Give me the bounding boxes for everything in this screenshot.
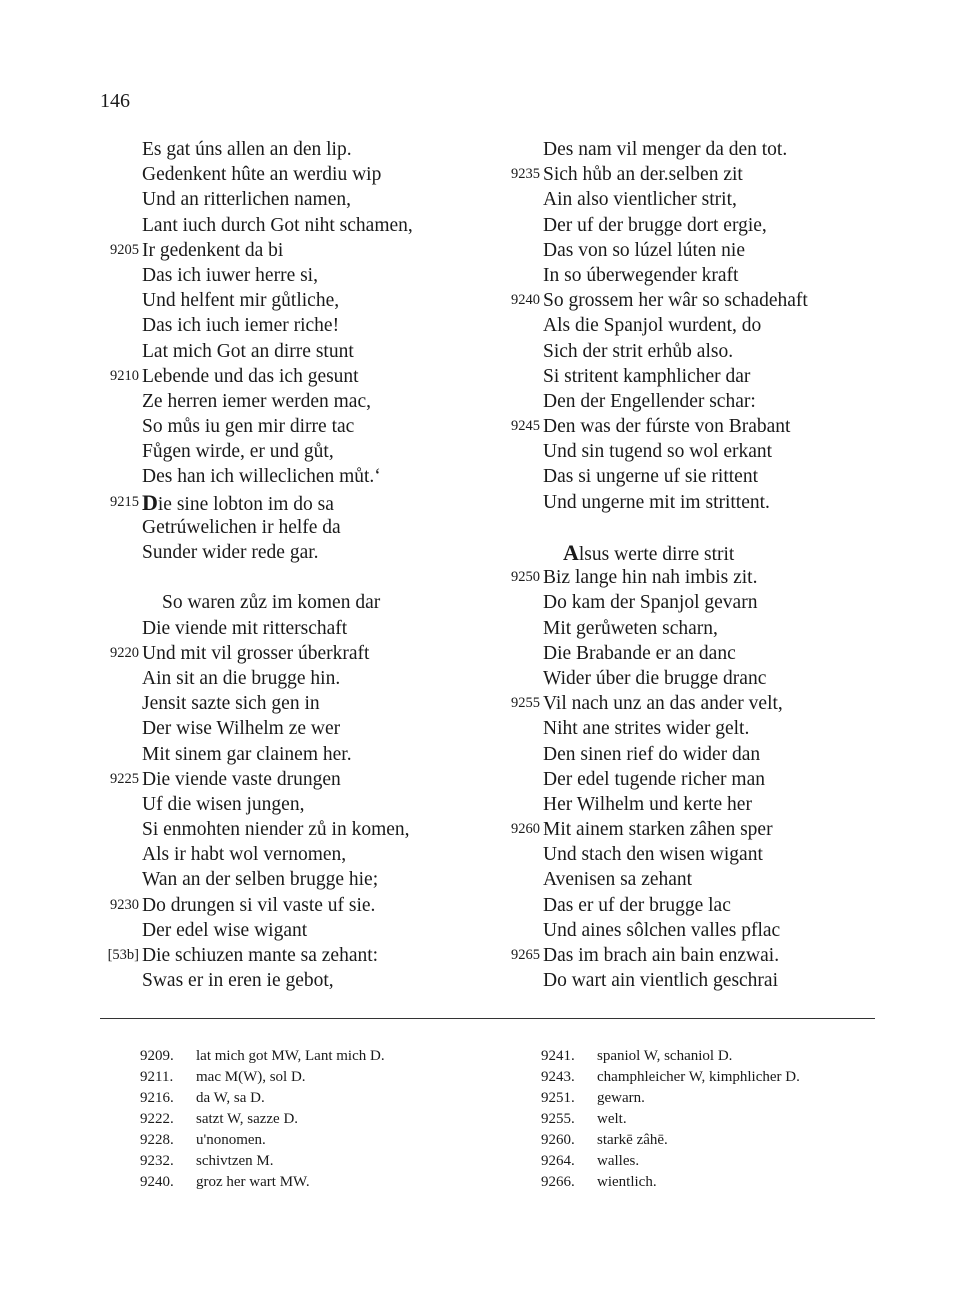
verse-text: Fůgen wirde, er und gůt, — [142, 441, 334, 463]
verse-text: Die viende vaste drungen — [142, 768, 341, 790]
verse-text: Lebende und das ich gesunt — [142, 365, 359, 387]
footnote-divider — [100, 1018, 875, 1019]
verse-line — [543, 767, 903, 792]
verse-text: Do drungen si vil vaste uf sie. — [142, 894, 376, 916]
verse-text: Mit gerůweten scharn, — [543, 617, 718, 639]
line-number: 9255 — [511, 695, 540, 712]
verse-line — [142, 616, 502, 641]
verse-text: lsus werte dirre strit — [578, 544, 735, 565]
verse-line — [142, 590, 502, 615]
verse-line — [142, 742, 502, 767]
verse-line — [142, 968, 502, 993]
verse-text: Und an ritterlichen namen, — [142, 189, 352, 211]
verse-line — [543, 842, 903, 867]
verse-line — [142, 842, 502, 867]
verse-line — [543, 968, 903, 993]
verse-text: Und helfent mir gůtliche, — [142, 290, 340, 312]
verse-text: Mit ainem starken zâhen sper — [543, 819, 773, 841]
line-number: 9260 — [511, 821, 540, 838]
footnote-number: 9222. — [140, 1111, 174, 1127]
verse-line — [511, 817, 903, 842]
verse-line — [142, 867, 502, 892]
verse-text: Gedenkent hûte an werdiu wip — [142, 164, 382, 186]
verse-text: In so úberwegender kraft — [543, 264, 739, 286]
verse-text: Lant iuch durch Got niht schamen, — [142, 214, 413, 236]
verse-line — [543, 540, 903, 565]
verse-text: So waren zůz im komen dar — [162, 592, 381, 614]
verse-line — [543, 590, 903, 615]
verse-text: Das im brach ain bain enzwai. — [543, 945, 780, 966]
verse-text: Und stach den wisen wigant — [543, 844, 763, 866]
line-number: 9235 — [511, 166, 540, 183]
footnote — [140, 1172, 385, 1193]
footnote — [541, 1151, 800, 1172]
verse-text: Es gat úns allen an den lip. — [142, 139, 352, 160]
line-number: 9215 — [110, 493, 139, 510]
footnote-number: 9241. — [541, 1048, 575, 1064]
footnote-number: 9243. — [541, 1069, 575, 1085]
verse-line — [142, 313, 502, 338]
verse-line — [107, 943, 502, 968]
footnote — [541, 1172, 800, 1193]
verse-text: So můs iu gen mir dirre tac — [142, 416, 355, 438]
verse-text: Den was der fúrste von Brabant — [543, 416, 791, 438]
footnote-number: 9211. — [140, 1069, 174, 1085]
verse-line — [142, 540, 502, 565]
verse-text: Das si ungerne uf sie rittent — [543, 466, 758, 488]
verse-line — [543, 893, 903, 918]
footnote-number: 9240. — [140, 1174, 174, 1190]
verse-text: Avenisen sa zehant — [543, 869, 693, 891]
footnote — [541, 1067, 800, 1088]
verse-line — [543, 515, 903, 540]
verse-text: Der edel wise wigant — [142, 919, 308, 941]
verse-line — [543, 490, 903, 515]
verse-text: Der edel tugende richer man — [543, 768, 765, 790]
verse-line — [142, 213, 502, 238]
verse-line — [142, 817, 502, 842]
verse-text: Uf die wisen jungen, — [142, 793, 305, 815]
footnotes-left — [140, 1046, 385, 1193]
verse-line — [142, 414, 502, 439]
verse-line — [142, 187, 502, 212]
footnote-text: mac M(W), sol D. — [196, 1069, 306, 1085]
verse-line — [110, 489, 502, 515]
verse-text: Mit sinem gar clainem her. — [142, 743, 352, 765]
footnote-number: 9260. — [541, 1132, 575, 1148]
footnote-text: lat mich got MW, Lant mich D. — [196, 1048, 385, 1064]
footnote-text: u'nonomen. — [196, 1132, 266, 1148]
verse-line — [110, 641, 502, 666]
verse-line — [110, 767, 502, 792]
drop-initial: D — [142, 489, 158, 515]
verse-line — [511, 943, 903, 968]
verse-line — [543, 792, 903, 817]
verse-text: Ain also vientlicher strit, — [543, 189, 737, 211]
verse-text: Si stritent kamphlicher dar — [543, 365, 751, 387]
verse-text: Swas er in eren ie gebot, — [142, 970, 334, 992]
line-number: 9245 — [511, 418, 540, 435]
verse-line — [543, 742, 903, 767]
verse-text: Ain sit an die brugge hin. — [142, 667, 341, 689]
footnote — [140, 1109, 385, 1130]
verse-text: Wider úber die brugge dranc — [543, 667, 767, 689]
verse-text: Ir gedenkent da bi — [142, 239, 284, 261]
verse-line — [543, 918, 903, 943]
line-number: 9210 — [110, 367, 139, 384]
verse-line — [142, 691, 502, 716]
verse-line — [543, 339, 903, 364]
line-number: 9225 — [110, 770, 139, 787]
footnote-text: wientlich. — [597, 1174, 657, 1190]
verse-text: Und ungerne mit im strittent. — [543, 491, 770, 513]
verse-text: Der wise Wilhelm ze wer — [142, 718, 341, 740]
footnote-text: walles. — [597, 1153, 640, 1169]
verse-text: Des han ich willeclichen můt.‘ — [142, 466, 381, 488]
footnote-number: 9264. — [541, 1153, 575, 1169]
verse-text: Sunder wider rede gar. — [142, 542, 319, 563]
verse-line — [543, 213, 903, 238]
line-number: 9265 — [511, 947, 540, 963]
footnote — [541, 1109, 800, 1130]
footnote-number: 9266. — [541, 1174, 575, 1190]
verse-text: Getrúwelichen ir helfe da — [142, 516, 341, 538]
verse-line — [543, 666, 903, 691]
verse-line — [142, 389, 502, 414]
verse-text: Als ir habt wol vernomen, — [142, 844, 347, 866]
verse-text: Do kam der Spanjol gevarn — [543, 592, 758, 614]
verse-text: Und mit vil grosser úberkraft — [142, 642, 370, 664]
verse-line — [543, 187, 903, 212]
verse-line — [142, 439, 502, 464]
verse-line — [543, 439, 903, 464]
verse-line — [543, 716, 903, 741]
verse-text: Sich hůb an der.selben zit — [543, 164, 743, 186]
footnote — [140, 1088, 385, 1109]
verse-text: Das ich iuwer herre si, — [142, 264, 318, 286]
footnote-text: groz her wart MW. — [196, 1174, 310, 1190]
footnote-number: 9251. — [541, 1090, 575, 1106]
footnote-text: welt. — [597, 1111, 627, 1127]
verse-line — [142, 565, 502, 590]
verse-line — [543, 867, 903, 892]
verse-text: Das ich iuch iemer riche! — [142, 315, 340, 337]
verse-column-right — [511, 137, 903, 993]
verse-text: Si enmohten niender zů in komen, — [142, 819, 410, 841]
footnote-number: 9255. — [541, 1111, 575, 1127]
verse-text: Als die Spanjol wurdent, do — [543, 315, 762, 337]
verse-line — [110, 238, 502, 263]
verse-text: Sich der strit erhůb also. — [543, 340, 734, 362]
footnote-text: gewarn. — [597, 1090, 645, 1106]
verse-text: Ze herren iemer werden mac, — [142, 390, 371, 412]
verse-line — [543, 389, 903, 414]
verse-line — [543, 263, 903, 288]
verse-text: ie sine lobton im do sa — [157, 493, 334, 515]
line-number: 9250 — [511, 569, 540, 586]
footnote — [541, 1130, 800, 1151]
footnote-text: satzt W, sazze D. — [196, 1111, 299, 1127]
verse-line — [543, 641, 903, 666]
verse-text: Jensit sazte sich gen in — [142, 693, 320, 715]
verse-text: Der uf der brugge dort ergie, — [543, 214, 767, 236]
verse-line — [543, 137, 903, 162]
verse-text: Do wart ain vientlich geschrai — [543, 970, 778, 992]
verse-line — [142, 792, 502, 817]
footnote — [541, 1046, 800, 1067]
footnote — [140, 1067, 385, 1088]
verse-text: Vil nach unz an das ander velt, — [543, 693, 783, 715]
verse-line — [511, 162, 903, 187]
verse-line — [142, 162, 502, 187]
footnote — [140, 1046, 385, 1067]
verse-text: Biz lange hin nah imbis zit. — [543, 567, 758, 589]
verse-line — [511, 414, 903, 439]
line-number: 9220 — [110, 644, 139, 661]
footnotes-right — [541, 1046, 800, 1193]
verse-text: Niht ane strites wider gelt. — [543, 718, 750, 740]
verse-line — [142, 263, 502, 288]
line-number: 9205 — [110, 241, 139, 258]
verse-text: Lat mich Got an dirre stunt — [142, 340, 354, 362]
page-number: 146 — [100, 90, 130, 112]
verse-text: Her Wilhelm und kerte her — [543, 793, 752, 815]
footnote-text: champhleicher W, kimphlicher D. — [597, 1069, 800, 1085]
verse-text: Die Brabande er an danc — [543, 642, 736, 664]
line-number: 9230 — [110, 896, 139, 913]
verse-text: Das er uf der brugge lac — [543, 894, 731, 916]
verse-line — [142, 288, 502, 313]
verse-line — [511, 288, 903, 313]
verse-line — [142, 464, 502, 489]
verse-text: Des nam vil menger da den tot. — [543, 139, 788, 160]
verse-line — [511, 691, 903, 716]
line-number: [53b] — [107, 947, 139, 963]
verse-text: So grossem her wâr so schadehaft — [543, 290, 808, 312]
verse-line — [511, 565, 903, 590]
verse-line — [110, 893, 502, 918]
verse-text: Und aines sôlchen valles pflac — [543, 919, 781, 941]
verse-text: Und sin tugend so wol erkant — [543, 441, 773, 463]
footnote-text: schivtzen M. — [196, 1153, 274, 1169]
verse-line — [543, 616, 903, 641]
verse-line — [543, 238, 903, 263]
footnote-text: starkē zâhē. — [597, 1132, 668, 1148]
footnote-text: spaniol W, schaniol D. — [597, 1048, 733, 1064]
footnote-number: 9232. — [140, 1153, 174, 1169]
verse-text: Die viende mit ritterschaft — [142, 617, 348, 639]
footnote — [140, 1151, 385, 1172]
verse-line — [142, 137, 502, 162]
footnote-number: 9228. — [140, 1132, 174, 1148]
verse-text: Wan an der selben brugge hie; — [142, 869, 379, 891]
footnote-text: da W, sa D. — [196, 1090, 265, 1106]
verse-line — [142, 339, 502, 364]
verse-line — [543, 364, 903, 389]
footnote-number: 9209. — [140, 1048, 174, 1064]
verse-line — [543, 313, 903, 338]
verse-line — [110, 364, 502, 389]
verse-line — [142, 515, 502, 540]
footnote — [541, 1088, 800, 1109]
footnote — [140, 1130, 385, 1151]
verse-line — [142, 918, 502, 943]
verse-text: Den der Engellender schar: — [543, 390, 756, 412]
verse-line — [142, 666, 502, 691]
verse-text: Die schiuzen mante sa zehant: — [142, 945, 379, 966]
line-number: 9240 — [511, 292, 540, 309]
drop-initial: A — [563, 540, 579, 565]
footnote-number: 9216. — [140, 1090, 174, 1106]
verse-text: Das von so lúzel lúten nie — [543, 239, 745, 261]
verse-text: Den sinen rief do wider dan — [543, 743, 761, 765]
verse-line — [142, 716, 502, 741]
verse-line — [543, 464, 903, 489]
verse-column-left — [107, 137, 502, 993]
